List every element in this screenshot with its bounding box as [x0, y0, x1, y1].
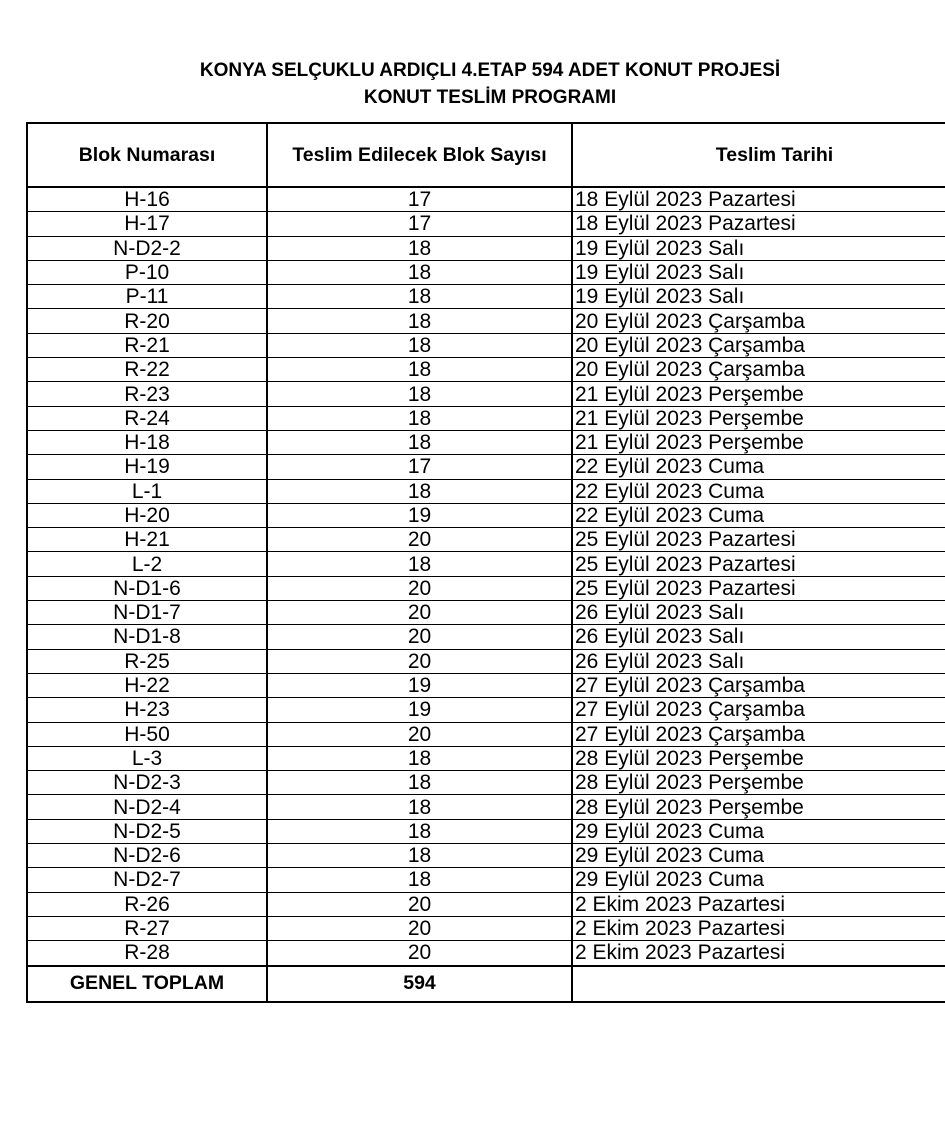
block-number-cell: H-19: [27, 455, 267, 479]
delivery-schedule-table: [26, 122, 945, 1003]
block-number-cell: R-21: [27, 333, 267, 357]
delivery-date-cell: 26 Eylül 2023 Salı: [572, 601, 945, 625]
block-count-cell: 18: [267, 479, 572, 503]
block-count-cell: 20: [267, 528, 572, 552]
block-count-cell: 18: [267, 333, 572, 357]
block-count-cell: 18: [267, 746, 572, 770]
table-row: [27, 260, 945, 284]
total-label: GENEL TOPLAM: [27, 966, 267, 1002]
delivery-date-cell: 2 Ekim 2023 Pazartesi: [572, 892, 945, 916]
block-number-cell: N-D2-5: [27, 819, 267, 843]
block-count-cell: 17: [267, 187, 572, 212]
table-row: [27, 382, 945, 406]
block-number-cell: R-26: [27, 892, 267, 916]
delivery-date-cell: 20 Eylül 2023 Çarşamba: [572, 333, 945, 357]
table-row: [27, 746, 945, 770]
delivery-date-cell: 19 Eylül 2023 Salı: [572, 285, 945, 309]
block-number-cell: R-24: [27, 406, 267, 430]
block-number-cell: N-D1-6: [27, 576, 267, 600]
block-count-cell: 20: [267, 625, 572, 649]
table-row: [27, 503, 945, 527]
block-count-cell: 19: [267, 503, 572, 527]
table-row: [27, 528, 945, 552]
delivery-date-cell: 22 Eylül 2023 Cuma: [572, 455, 945, 479]
block-count-cell: 18: [267, 430, 572, 454]
delivery-date-cell: 28 Eylül 2023 Perşembe: [572, 795, 945, 819]
table-row: [27, 576, 945, 600]
table-row: [27, 601, 945, 625]
block-number-cell: R-25: [27, 649, 267, 673]
table-row: [27, 285, 945, 309]
document-title: KONYA SELÇUKLU ARDIÇLI 4.ETAP 594 ADET KONUT PROJESİ: [199, 60, 781, 81]
table-row: [27, 212, 945, 236]
block-count-cell: 19: [267, 673, 572, 697]
block-number-cell: R-23: [27, 382, 267, 406]
delivery-date-cell: 18 Eylül 2023 Pazartesi: [572, 212, 945, 236]
table-row: [27, 625, 945, 649]
table-row: [27, 771, 945, 795]
table-row: [27, 455, 945, 479]
total-row: [27, 966, 945, 1002]
block-number-cell: N-D2-7: [27, 868, 267, 892]
table-row: [27, 358, 945, 382]
table-row: [27, 868, 945, 892]
table-row: [27, 722, 945, 746]
table-row: [27, 673, 945, 697]
table-row: [27, 309, 945, 333]
block-count-cell: 20: [267, 722, 572, 746]
table-body: [27, 187, 945, 966]
block-count-cell: 18: [267, 406, 572, 430]
block-number-cell: P-11: [27, 285, 267, 309]
block-number-cell: H-20: [27, 503, 267, 527]
block-count-cell: 20: [267, 892, 572, 916]
delivery-date-cell: 21 Eylül 2023 Perşembe: [572, 430, 945, 454]
block-count-cell: 18: [267, 844, 572, 868]
block-number-cell: H-16: [27, 187, 267, 212]
block-number-cell: R-22: [27, 358, 267, 382]
delivery-date-cell: 19 Eylül 2023 Salı: [572, 260, 945, 284]
column-header-tarih: Teslim Tarihi: [572, 123, 945, 187]
header-row: [27, 123, 945, 187]
block-count-cell: 17: [267, 455, 572, 479]
block-number-cell: N-D1-7: [27, 601, 267, 625]
delivery-date-cell: 25 Eylül 2023 Pazartesi: [572, 552, 945, 576]
delivery-date-cell: 29 Eylül 2023 Cuma: [572, 844, 945, 868]
block-number-cell: R-28: [27, 941, 267, 966]
table-row: [27, 552, 945, 576]
delivery-date-cell: 20 Eylül 2023 Çarşamba: [572, 309, 945, 333]
delivery-date-cell: 26 Eylül 2023 Salı: [572, 625, 945, 649]
block-count-cell: 18: [267, 236, 572, 260]
delivery-date-cell: 2 Ekim 2023 Pazartesi: [572, 916, 945, 940]
delivery-date-cell: 22 Eylül 2023 Cuma: [572, 479, 945, 503]
block-number-cell: R-27: [27, 916, 267, 940]
block-count-cell: 18: [267, 795, 572, 819]
block-number-cell: L-3: [27, 746, 267, 770]
delivery-date-cell: 21 Eylül 2023 Perşembe: [572, 406, 945, 430]
delivery-date-cell: 29 Eylül 2023 Cuma: [572, 819, 945, 843]
table-row: [27, 844, 945, 868]
block-count-cell: 18: [267, 309, 572, 333]
block-number-cell: H-18: [27, 430, 267, 454]
block-count-cell: 18: [267, 819, 572, 843]
table-row: [27, 430, 945, 454]
delivery-date-cell: 25 Eylül 2023 Pazartesi: [572, 576, 945, 600]
table-row: [27, 892, 945, 916]
table-row: [27, 916, 945, 940]
block-number-cell: N-D2-6: [27, 844, 267, 868]
table-row: [27, 795, 945, 819]
block-number-cell: N-D2-2: [27, 236, 267, 260]
block-number-cell: N-D1-8: [27, 625, 267, 649]
block-count-cell: 19: [267, 698, 572, 722]
block-number-cell: L-2: [27, 552, 267, 576]
block-count-cell: 18: [267, 552, 572, 576]
delivery-date-cell: 28 Eylül 2023 Perşembe: [572, 746, 945, 770]
table-row: [27, 406, 945, 430]
delivery-date-cell: 27 Eylül 2023 Çarşamba: [572, 673, 945, 697]
table-row: [27, 236, 945, 260]
block-number-cell: P-10: [27, 260, 267, 284]
table-row: [27, 479, 945, 503]
table-row: [27, 333, 945, 357]
block-number-cell: N-D2-3: [27, 771, 267, 795]
table-row: [27, 649, 945, 673]
delivery-date-cell: 28 Eylül 2023 Perşembe: [572, 771, 945, 795]
block-number-cell: L-1: [27, 479, 267, 503]
table-row: [27, 187, 945, 212]
delivery-date-cell: 27 Eylül 2023 Çarşamba: [572, 698, 945, 722]
delivery-date-cell: 20 Eylül 2023 Çarşamba: [572, 358, 945, 382]
column-header-sayi: Teslim Edilecek Blok Sayısı: [267, 123, 572, 187]
block-count-cell: 18: [267, 260, 572, 284]
delivery-date-cell: 27 Eylül 2023 Çarşamba: [572, 722, 945, 746]
block-count-cell: 20: [267, 576, 572, 600]
block-number-cell: H-23: [27, 698, 267, 722]
block-number-cell: H-17: [27, 212, 267, 236]
block-count-cell: 18: [267, 382, 572, 406]
delivery-date-cell: 22 Eylül 2023 Cuma: [572, 503, 945, 527]
table-row: [27, 819, 945, 843]
delivery-date-cell: 19 Eylül 2023 Salı: [572, 236, 945, 260]
block-count-cell: 18: [267, 868, 572, 892]
delivery-date-cell: 18 Eylül 2023 Pazartesi: [572, 187, 945, 212]
block-count-cell: 20: [267, 941, 572, 966]
table-row: [27, 941, 945, 966]
block-number-cell: H-21: [27, 528, 267, 552]
delivery-date-cell: 2 Ekim 2023 Pazartesi: [572, 941, 945, 966]
block-number-cell: N-D2-4: [27, 795, 267, 819]
column-header-blok: Blok Numarası: [27, 123, 267, 187]
block-number-cell: R-20: [27, 309, 267, 333]
block-count-cell: 18: [267, 771, 572, 795]
block-number-cell: H-50: [27, 722, 267, 746]
block-count-cell: 18: [267, 358, 572, 382]
block-count-cell: 17: [267, 212, 572, 236]
block-number-cell: H-22: [27, 673, 267, 697]
total-date: [572, 966, 945, 1002]
delivery-date-cell: 21 Eylül 2023 Perşembe: [572, 382, 945, 406]
document-subtitle: KONUT TESLİM PROGRAMI: [363, 87, 617, 108]
block-count-cell: 20: [267, 601, 572, 625]
table-row: [27, 698, 945, 722]
block-count-cell: 18: [267, 285, 572, 309]
delivery-date-cell: 26 Eylül 2023 Salı: [572, 649, 945, 673]
block-count-cell: 20: [267, 916, 572, 940]
delivery-date-cell: 25 Eylül 2023 Pazartesi: [572, 528, 945, 552]
total-value: 594: [267, 966, 572, 1002]
block-count-cell: 20: [267, 649, 572, 673]
delivery-date-cell: 29 Eylül 2023 Cuma: [572, 868, 945, 892]
